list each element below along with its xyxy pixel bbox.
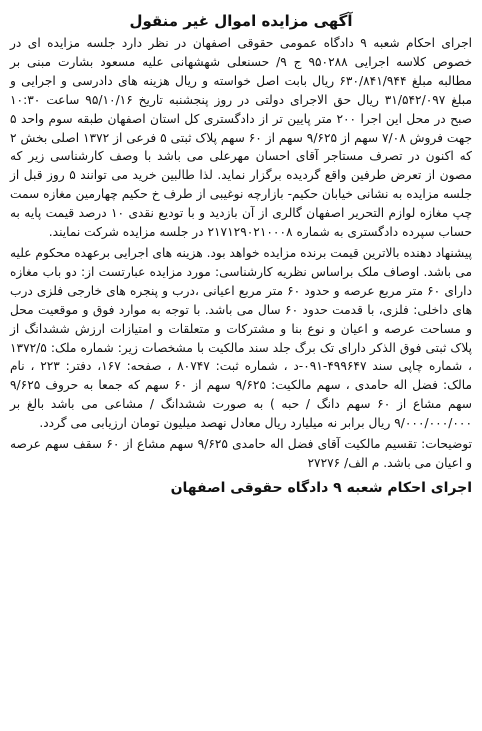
- notice-signature: اجرای احکام شعبه ۹ دادگاه حقوقی اصفهان: [170, 479, 472, 496]
- notice-paragraph-intro: اجرای احکام شعبه ۹ دادگاه عمومی حقوقی اصفهان در نظر دارد جلسه مزایده ای در خصوص کلاسه اجرایی ۹۵۰۲۸۸ ج ۹/ حسنعلی شهشهانی علیه مسعود بشارت مبنی بر مطالبه مبلغ ۶۳۰/۸۴۱/۹۴۴ ریال بابت اصل خواسته و ریال هزینه های دادرسی و اجرایی و مبلغ ۳۱/۵۴۲/۰۹۷ ریال حق الاجرای دولتی در روز پنجشنبه تاریخ ۹۵/۱۰/۱۶ ساعت ۱۰:۳۰ صبح در محل این اجرا ۲۰۰ متر پایین تر از دادگستری کل استان اصفهان طبقه سوم واحد ۵ جهت فروش ۷/۰۸ سهم از ۹/۶۲۵ سهم از ۶۰ سهم پلاک ثبتی ۵ فرعی از ۱۳۷۲ اصلی بخش ۲ که اکنون در تصرف مستاجر آقای احسان مهرعلی می باشد با وصف کارشناسی زیر که مصون از تعرض طرفین واقع گردیده برگزار نماید. لذا طالبین خرید می توانند ۵ روز قبل از جلسه مزایده به نشانی خیابان حکیم- بازارچه نوغیبی از طرف خ حکیم چهارمین مغازه سمت چپ مغازه لوازم التحریر اصفهان گالری از آن بازدید و با تودیع نقدی ۱۰ درصد قیمت پایه به حساب سپرده دادگستری به شماره ۲۱۷۱۲۹۰۲۱۰۰۰۸ در جلسه مزایده شرکت نمایند.: [10, 36, 473, 240]
- notice-title: آگهی مزایده اموال غیر منقول: [129, 12, 353, 30]
- notice-body: [10, 34, 472, 473]
- notice-paragraph-valuation: پیشنهاد دهنده بالاترین قیمت برنده مزایده خواهد بود. هزینه های اجرایی برعهده محکوم علیه می باشد. اوصاف ملک براساس نظریه کارشناسی: مورد مزایده عبارتست از: دو باب مغازه دارای ۶۰ متر مربع عرصه و حدود ۶۰ متر مربع اعیانی ،درب و پنجره های خارجی فلزی درب های داخلی: فلزی، با قدمت حدود ۶۰ سال می باشد. با توجه به موارد فوق و موقعیت محل و مساحت عرصه و اعیان و نوع بنا و مشترکات و متعلقات و امتیازات ارزش ششدانگ از پلاک ثبتی فوق الذکر دارای تک برگ جلد سند مالکیت با مشخصات زیر: شماره ملک: ۱۳۷۲/۵ ، شماره چاپی سند ۴۹۹۶۴۷-۰۹۱-د ، شماره ثبت: ۸۰۷۴۷ ، صفحه: ۱۶۷، دفتر: ۲۲۳ ، نام مالک: فضل اله حامدی ، سهم مالکیت: ۹/۶۲۵ سهم از ۶۰ سهم که جمعا به حروف ۹/۶۲۵ سهم مشاع از ۶۰ سهم دانگ / حبه ) به صورت ششدانگ / مشاعی می باشد بالغ بر ۹/۰۰۰/۰۰۰/۰۰۰ ریال برابر نه میلیارد ریال معادل نهصد میلیون تومان ارزیابی می گردد.: [10, 245, 472, 431]
- notice-paragraph-notes: توضیحات: تقسیم مالکیت آقای فضل اله حامدی ۹/۶۲۵ سهم مشاع از ۶۰ سقف سهم عرصه و اعیان می باشد. م الف/ ۲۷۲۷۶: [10, 437, 472, 470]
